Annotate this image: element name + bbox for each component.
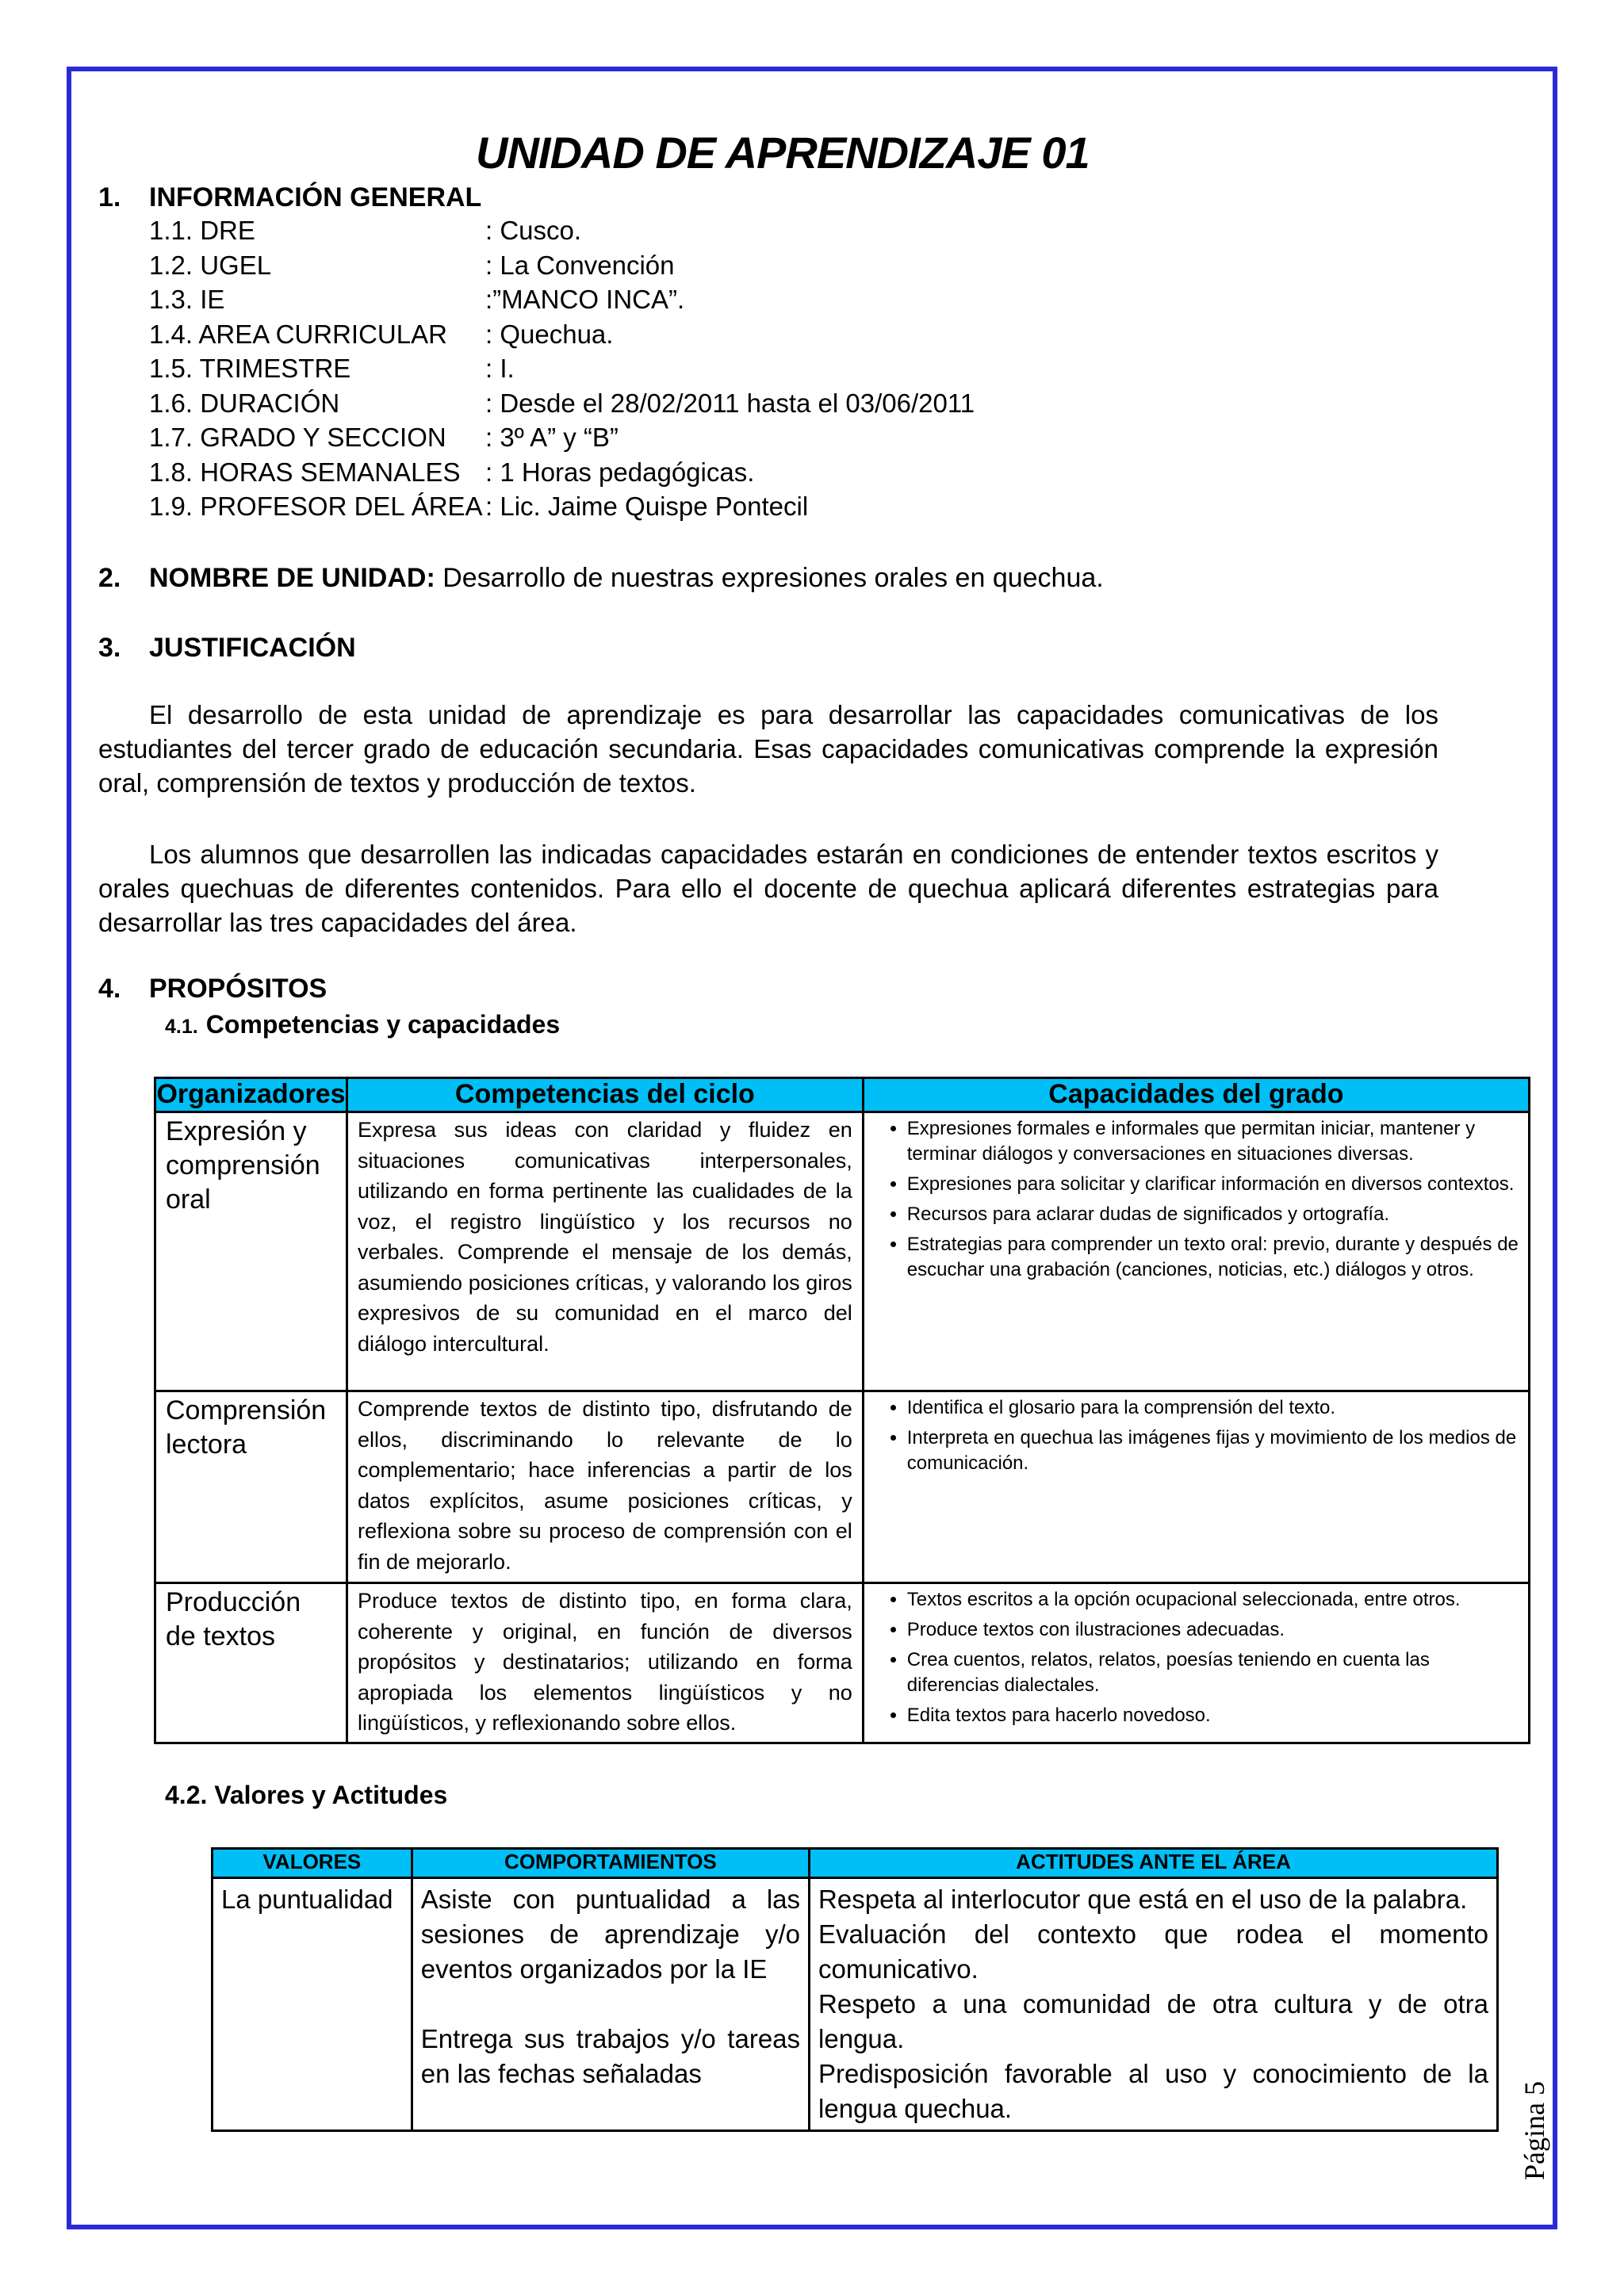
column-header: Competencias del ciclo — [347, 1078, 863, 1112]
column-header: ACTITUDES ANTE EL ÁREA — [810, 1849, 1498, 1878]
table-row — [155, 1583, 1530, 1743]
behavior-item: Asiste con puntualidad a las sesiones de aprendizaje y/o eventos organizados por la IE — [420, 1885, 801, 1984]
capacities-cell — [863, 1391, 1529, 1583]
capacity-item: • Interpreta en quechua las imágenes fijas y movimiento de los medios de comunicación. — [907, 1425, 1520, 1476]
capacities-cell — [863, 1583, 1529, 1743]
subsection-number: 4.1. — [165, 1016, 198, 1038]
competency-cell: Expresa sus ideas con claridad y fluidez en situaciones comunicativas interpersonales, utilizando en forma pertinente las cualidades de la voz, el registro lingüístico y los recursos no verbales. Comprende el mensaje de los demás, asumiendo posiciones críticas, y valorando los giros expresivos de su comunidad en el marco del diálogo intercultural. — [347, 1112, 863, 1391]
info-key: 1.3. IE — [149, 285, 225, 314]
info-row — [149, 492, 975, 526]
page-number — [1515, 2030, 1554, 2204]
table-header-row — [155, 1078, 1530, 1112]
capacity-item: • Edita textos para hacerlo novedoso. — [907, 1703, 1520, 1728]
info-value: : Quechua. — [485, 319, 614, 349]
attitude-item: Evaluación del contexto que rodea el momento comunicativo. — [818, 1919, 1488, 1984]
table-row — [155, 1112, 1530, 1391]
info-row — [149, 354, 975, 388]
info-row — [149, 457, 975, 492]
section-heading-purposes — [98, 974, 327, 1004]
behavior-item: Entrega sus trabajos y/o tareas en las fechas señaladas — [420, 2024, 801, 2088]
info-key: 1.5. TRIMESTRE — [149, 354, 351, 383]
section-number: 3. — [98, 633, 121, 663]
column-header: COMPORTAMIENTOS — [412, 1849, 809, 1878]
info-row — [149, 423, 975, 457]
info-key: 1.6. DURACIÓN — [149, 388, 340, 418]
table-header-row — [213, 1849, 1498, 1878]
capacity-item: • Recursos para aclarar dudas de significados y ortografía. — [907, 1202, 1520, 1227]
competencies-table — [154, 1077, 1530, 1744]
section-label: NOMBRE DE UNIDAD: — [149, 563, 435, 593]
capacity-item: • Textos escritos a la opción ocupacional seleccionada, entre otros. — [907, 1587, 1520, 1613]
attitude-item: Predisposición favorable al uso y conocimiento de la lengua quechua. — [818, 2059, 1488, 2123]
page-number-label: Página 5 — [1519, 2081, 1550, 2180]
info-row — [149, 251, 975, 285]
capacity-item: • Produce textos con ilustraciones adecuadas. — [907, 1617, 1520, 1643]
behaviors-cell — [412, 1878, 809, 2131]
capacity-item: • Estrategias para comprender un texto oral: previo, durante y después de escuchar una grabación (canciones, noticias, etc.) diálogos y otros. — [907, 1232, 1520, 1283]
document-title: UNIDAD DE APRENDIZAJE 01 — [476, 128, 1090, 178]
unit-name: Desarrollo de nuestras expresiones orales en quechua. — [435, 563, 1104, 593]
info-value: : 1 Horas pedagógicas. — [485, 457, 755, 487]
info-key: 1.7. GRADO Y SECCION — [149, 423, 446, 452]
capacities-cell — [863, 1112, 1529, 1391]
table-row — [155, 1391, 1530, 1583]
column-header: Organizadores — [155, 1078, 347, 1112]
table-row — [213, 1878, 1498, 2131]
info-value: : Cusco. — [485, 216, 582, 245]
capacity-item: • Expresiones para solicitar y clarificar información en diversos contextos. — [907, 1172, 1520, 1197]
info-row — [149, 216, 975, 251]
info-value: : Desde el 28/02/2011 hasta el 03/06/2011 — [485, 388, 975, 418]
info-key: 1.4. AREA CURRICULAR — [149, 319, 447, 349]
value-cell: La puntualidad — [213, 1878, 412, 2131]
section-title: PROPÓSITOS — [149, 974, 327, 1004]
section-number: 4. — [98, 974, 121, 1004]
values-table — [211, 1847, 1499, 2132]
attitude-item: Respeta al interlocutor que está en el uso de la palabra. — [818, 1885, 1468, 1914]
competency-cell: Produce textos de distinto tipo, en forma clara, coherente y original, en función de diversos propósitos y destinatarios; utilizando en forma apropiada los elementos lingüísticos y no lingüísticos, y reflexionando sobre ellos. — [347, 1583, 863, 1743]
info-row — [149, 388, 975, 423]
info-row — [149, 320, 975, 354]
attitudes-cell — [810, 1878, 1498, 2131]
info-key: 1.1. DRE — [149, 216, 255, 245]
column-header: VALORES — [213, 1849, 412, 1878]
subsection-heading-competencies — [165, 1010, 560, 1039]
info-value: : Lic. Jaime Quispe Pontecil — [485, 492, 809, 521]
section-heading-justification — [98, 633, 356, 664]
info-row — [149, 285, 975, 320]
info-key: 1.9. PROFESOR DEL ÁREA — [149, 492, 483, 521]
subsection-title: Competencias y capacidades — [205, 1010, 561, 1039]
capacity-item: • Identifica el glosario para la comprensión del texto. — [907, 1395, 1520, 1421]
attitude-item: Respeto a una comunidad de otra cultura y de otra lengua. — [818, 1989, 1488, 2053]
capacity-item: • Crea cuentos, relatos, relatos, poesías teniendo en cuenta las diferencias dialectales. — [907, 1647, 1520, 1698]
info-value: :”MANCO INCA”. — [485, 285, 685, 314]
subsection-heading-values: 4.2. Valores y Actitudes — [165, 1781, 448, 1809]
justification-paragraph: Los alumnos que desarrollen las indicadas capacidades estarán en condiciones de entender textos escritos y orales quechuas de diferentes contenidos. Para ello el docente de quechua aplicará diferentes estrategias para desarrollar las tres capacidades del área. — [98, 840, 1438, 937]
column-header: Capacidades del grado — [863, 1078, 1529, 1112]
organizer-cell: Comprensión lectora — [155, 1391, 347, 1583]
capacity-item: • Expresiones formales e informales que permitan iniciar, mantener y terminar diálogos y conversaciones en situaciones diversas. — [907, 1116, 1520, 1167]
info-key: 1.8. HORAS SEMANALES — [149, 457, 461, 487]
general-info-list — [149, 216, 975, 526]
section-title: INFORMACIÓN GENERAL — [149, 182, 482, 212]
info-value: : 3º A” y “B” — [485, 423, 619, 452]
section-heading-unit-name — [98, 563, 1104, 594]
section-number: 1. — [98, 182, 121, 212]
justification-paragraph: El desarrollo de esta unidad de aprendizaje es para desarrollar las capacidades comunicativas de los estudiantes del tercer grado de educación secundaria. Esas capacidades comunicativas comprende la expresión oral, comprensión de textos y producción de textos. — [98, 700, 1438, 798]
info-key: 1.2. UGEL — [149, 250, 272, 280]
info-value: : La Convención — [485, 250, 675, 280]
competency-cell: Comprende textos de distinto tipo, disfrutando de ellos, discriminando lo relevante de lo complementario; hace inferencias a partir de los datos explícitos, asume posiciones críticas, y reflexiona sobre su proceso de comprensión con el fin de mejorarlo. — [347, 1391, 863, 1583]
section-number: 2. — [98, 563, 121, 593]
section-title: JUSTIFICACIÓN — [149, 633, 356, 663]
organizer-cell: Expresión y comprensión oral — [155, 1112, 347, 1391]
organizer-cell: Producción de textos — [155, 1583, 347, 1743]
info-value: : I. — [485, 354, 515, 383]
section-heading-general-info — [98, 182, 481, 213]
